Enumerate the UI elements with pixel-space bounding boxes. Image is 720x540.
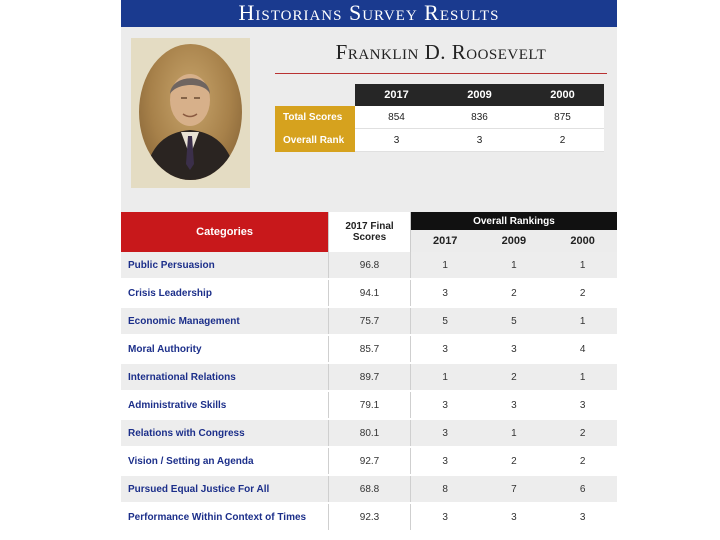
name-divider — [275, 73, 607, 74]
portrait-frame — [131, 38, 250, 188]
survey-banner: Historians Survey Results — [121, 0, 617, 27]
score-year-header: 2009 — [438, 84, 521, 106]
rank-2000: 1 — [548, 363, 617, 391]
score-value: 2 — [521, 129, 604, 152]
category-name: Performance Within Context of Times — [121, 503, 329, 531]
table-row — [121, 363, 617, 391]
rank-2017: 3 — [410, 335, 479, 363]
rank-2009: 2 — [480, 279, 549, 307]
president-name: Franklin D. Roosevelt — [335, 40, 547, 64]
score-table-header-row — [275, 84, 604, 106]
score-row-rank — [275, 129, 604, 152]
rank-2017: 3 — [410, 503, 479, 531]
rank-2000: 2 — [548, 279, 617, 307]
rank-2017: 1 — [410, 252, 479, 279]
rank-2000: 1 — [548, 252, 617, 279]
final-scores-header — [329, 212, 411, 252]
rank-2017: 3 — [410, 447, 479, 475]
score-year-header: 2017 — [355, 84, 438, 106]
final-score: 92.3 — [329, 503, 411, 531]
rank-2017: 5 — [410, 307, 479, 335]
score-value: 875 — [521, 106, 604, 129]
table-row — [121, 252, 617, 279]
rank-2000: 4 — [548, 335, 617, 363]
category-name: Administrative Skills — [121, 391, 329, 419]
table-row — [121, 447, 617, 475]
rank-2009: 3 — [480, 391, 549, 419]
score-row-label: Overall Rank — [275, 129, 355, 152]
rank-2000: 2 — [548, 447, 617, 475]
president-portrait — [139, 44, 242, 180]
table-row — [121, 307, 617, 335]
categories-header: Categories — [121, 212, 329, 252]
rank-2009: 1 — [480, 419, 549, 447]
table-row — [121, 279, 617, 307]
rank-2017: 3 — [410, 391, 479, 419]
category-name: Vision / Setting an Agenda — [121, 447, 329, 475]
rank-2009: 2 — [480, 363, 549, 391]
categories-header-row — [121, 212, 617, 230]
category-name: Public Persuasion — [121, 252, 329, 279]
table-row — [121, 391, 617, 419]
rank-2009: 1 — [480, 252, 549, 279]
table-row — [121, 503, 617, 531]
final-score: 68.8 — [329, 475, 411, 503]
rank-2009: 7 — [480, 475, 549, 503]
rank-2009: 3 — [480, 503, 549, 531]
final-score: 75.7 — [329, 307, 411, 335]
rank-2000: 3 — [548, 503, 617, 531]
score-value: 854 — [355, 106, 438, 129]
rank-2009: 2 — [480, 447, 549, 475]
category-name: Economic Management — [121, 307, 329, 335]
final-scores-header-line1: 2017 Final — [345, 221, 394, 232]
score-row-label: Total Scores — [275, 106, 355, 129]
category-name: Moral Authority — [121, 335, 329, 363]
score-value: 3 — [438, 129, 521, 152]
rank-2000: 3 — [548, 391, 617, 419]
rank-2017: 3 — [410, 279, 479, 307]
score-value: 836 — [438, 106, 521, 129]
rank-2000: 1 — [548, 307, 617, 335]
category-name: Pursued Equal Justice For All — [121, 475, 329, 503]
ranking-year-header: 2000 — [548, 230, 617, 252]
final-score: 96.8 — [329, 252, 411, 279]
rank-2017: 3 — [410, 419, 479, 447]
rank-2009: 3 — [480, 335, 549, 363]
rank-2009: 5 — [480, 307, 549, 335]
score-value: 3 — [355, 129, 438, 152]
overall-rankings-header: Overall Rankings — [410, 212, 617, 230]
category-name: Crisis Leadership — [121, 279, 329, 307]
score-table-corner — [275, 84, 355, 106]
rank-2000: 2 — [548, 419, 617, 447]
final-score: 79.1 — [329, 391, 411, 419]
rank-2017: 8 — [410, 475, 479, 503]
final-score: 85.7 — [329, 335, 411, 363]
rank-2000: 6 — [548, 475, 617, 503]
category-name: International Relations — [121, 363, 329, 391]
score-summary-table — [275, 84, 604, 152]
category-name: Relations with Congress — [121, 419, 329, 447]
table-row — [121, 335, 617, 363]
rank-2017: 1 — [410, 363, 479, 391]
final-score: 80.1 — [329, 419, 411, 447]
table-row — [121, 475, 617, 503]
score-row-total — [275, 106, 604, 129]
final-score: 92.7 — [329, 447, 411, 475]
ranking-year-header: 2017 — [410, 230, 479, 252]
table-row — [121, 419, 617, 447]
final-score: 94.1 — [329, 279, 411, 307]
ranking-year-header: 2009 — [480, 230, 549, 252]
categories-table — [121, 212, 617, 532]
final-scores-header-line2: Scores — [352, 232, 387, 243]
portrait-illustration — [139, 44, 242, 180]
score-year-header: 2000 — [521, 84, 604, 106]
final-score: 89.7 — [329, 363, 411, 391]
